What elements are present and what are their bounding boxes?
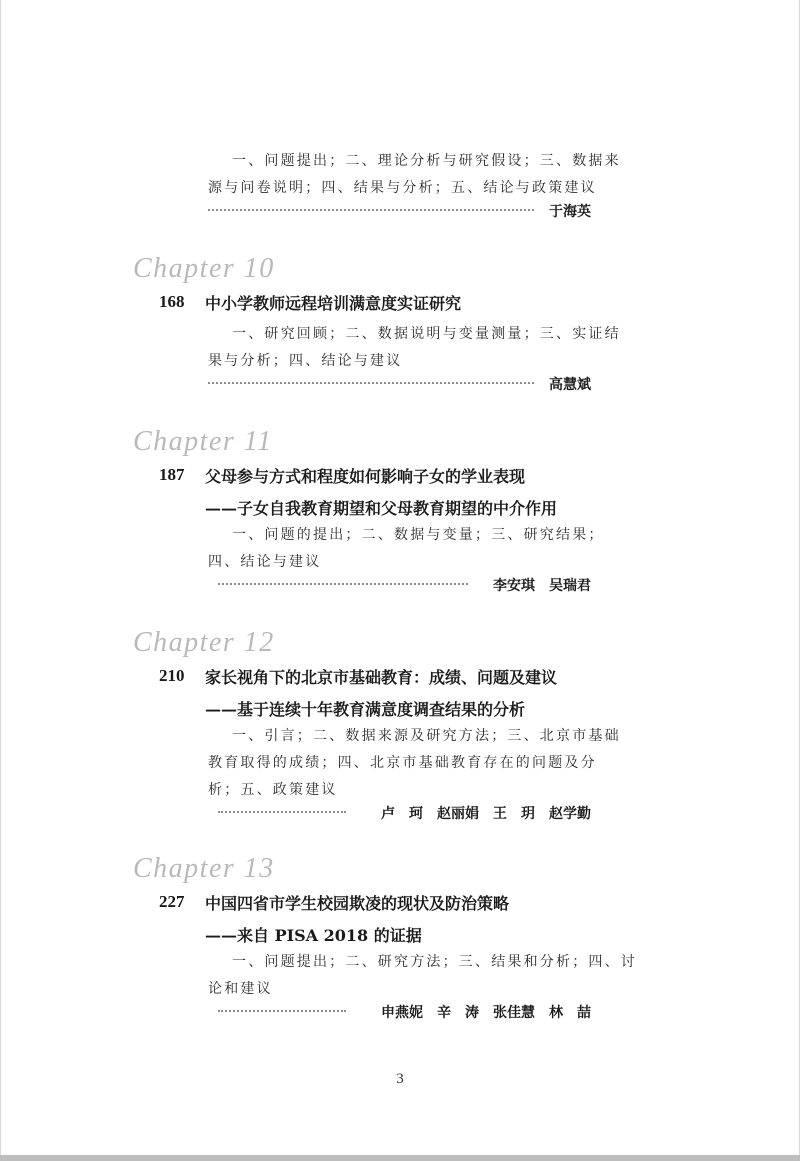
chapter-heading: Chapter 10 bbox=[133, 253, 275, 284]
section-list-line: 一、研究回顾；二、数据说明与变量测量；三、实证结 bbox=[232, 326, 621, 342]
author-names: 于海英 bbox=[549, 204, 591, 220]
chapter-page-number: 210 bbox=[159, 666, 185, 685]
chapter-heading: Chapter 11 bbox=[133, 426, 273, 457]
dot-leader bbox=[208, 382, 534, 384]
section-list-line: 四、结论与建议 bbox=[208, 554, 322, 570]
section-list-line: 一、问题提出；二、研究方法；三、结果和分析；四、讨 bbox=[232, 954, 637, 970]
chapter-title[interactable]: 中小学教师远程培训满意度实证研究 bbox=[205, 294, 462, 313]
dot-leader bbox=[218, 1010, 346, 1012]
viewer-bottom-bar bbox=[0, 1155, 800, 1161]
section-list-line: 一、问题提出；二、理论分析与研究假设；三、数据来 bbox=[232, 153, 621, 169]
chapter-subtitle: ——基于连续十年教育满意度调查结果的分析 bbox=[205, 700, 526, 719]
section-list-line: 论和建议 bbox=[208, 981, 273, 997]
dot-leader bbox=[208, 209, 534, 211]
author-names: 李安琪 吴瑞君 bbox=[493, 578, 591, 594]
chapter-page-number: 187 bbox=[159, 465, 185, 484]
chapter-page-number: 168 bbox=[159, 292, 185, 311]
section-list-line: 析；五、政策建议 bbox=[208, 782, 338, 798]
chapter-title[interactable]: 父母参与方式和程度如何影响子女的学业表现 bbox=[205, 467, 526, 486]
chapter-title[interactable]: 家长视角下的北京市基础教育：成绩、问题及建议 bbox=[205, 668, 558, 687]
section-list-line: 源与问卷说明；四、结果与分析；五、结论与政策建议 bbox=[208, 180, 597, 196]
author-names: 申燕妮 辛 涛 张佳慧 林 喆 bbox=[381, 1005, 591, 1021]
chapter-heading: Chapter 12 bbox=[133, 627, 275, 658]
section-list-line: 一、引言；二、数据来源及研究方法；三、北京市基础 bbox=[232, 728, 621, 744]
chapter-subtitle: ——子女自我教育期望和父母教育期望的中介作用 bbox=[205, 499, 558, 518]
author-names: 卢 珂 赵丽娟 王 玥 赵学勤 bbox=[381, 806, 591, 822]
section-list-line: 教育取得的成绩；四、北京市基础教育存在的问题及分 bbox=[208, 755, 597, 771]
dot-leader bbox=[218, 583, 468, 585]
chapter-title[interactable]: 中国四省市学生校园欺凌的现状及防治策略 bbox=[205, 894, 510, 913]
page-number: 3 bbox=[396, 1071, 404, 1087]
chapter-heading: Chapter 13 bbox=[133, 853, 275, 884]
section-list-line: 果与分析；四、结论与建议 bbox=[208, 353, 403, 369]
author-names: 高慧斌 bbox=[549, 377, 591, 393]
chapter-subtitle: ——来自 PISA 2018 的证据 bbox=[205, 926, 422, 945]
dot-leader bbox=[218, 811, 346, 813]
section-list-line: 一、问题的提出；二、数据与变量；三、研究结果； bbox=[232, 527, 605, 543]
chapter-page-number: 227 bbox=[159, 892, 185, 911]
